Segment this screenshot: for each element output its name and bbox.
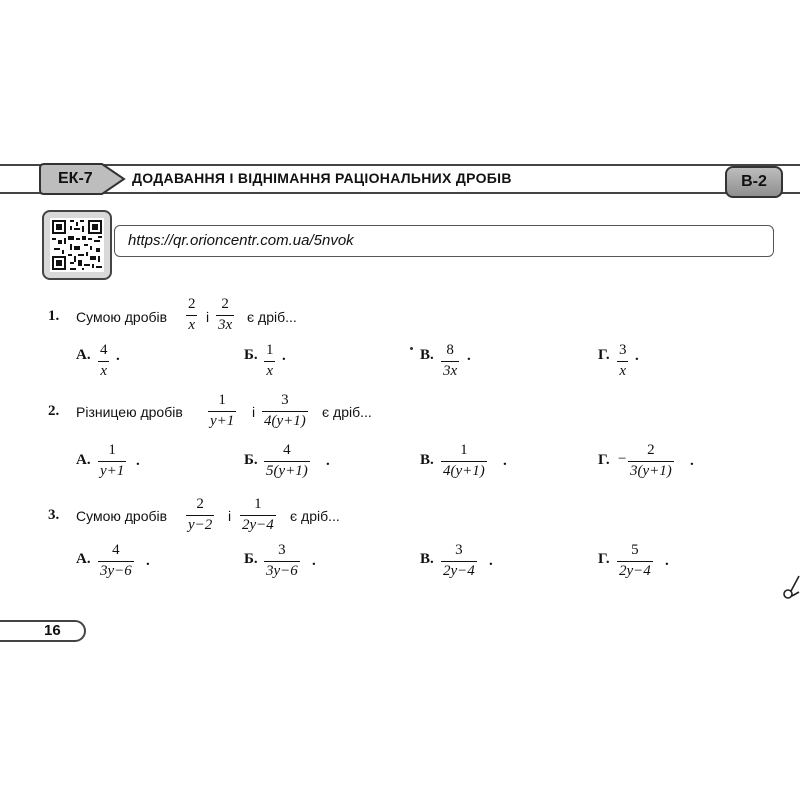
task-1-number: 1. xyxy=(48,308,60,324)
task-2-option-c-period: . xyxy=(503,453,507,469)
scissors-icon xyxy=(782,572,800,602)
task-3-option-b-period: . xyxy=(312,553,316,569)
task-2-suffix: є дріб... xyxy=(322,404,372,420)
task-3-option-d-period: . xyxy=(665,553,669,569)
task-3-fraction-b: $\frac{1}{2y-4}$ xyxy=(242,496,274,533)
task-1-suffix: є дріб... xyxy=(247,309,297,325)
task-1-option-d-period: . xyxy=(635,348,639,364)
task-1-option-d-letter: Г. xyxy=(598,347,610,363)
task-3-option-b-letter: Б. xyxy=(244,551,258,567)
stray-mark xyxy=(410,347,413,350)
task-1-option-a-letter: А. xyxy=(76,347,91,363)
task-2-option-d[interactable]: $\frac{2}{3(y+1)}$ xyxy=(630,442,672,479)
task-3-option-a[interactable]: $\frac{4}{3y-6}$ xyxy=(100,542,132,579)
task-2-option-c[interactable]: $\frac{1}{4(y+1)}$ xyxy=(443,442,485,479)
task-3-option-c-letter: В. xyxy=(420,551,434,567)
task-1-option-b-period: . xyxy=(282,348,286,364)
task-1-option-b-letter: Б. xyxy=(244,347,258,363)
task-1-fraction-a: $\frac{2}{x}$ xyxy=(188,296,196,333)
task-3-option-d[interactable]: $\frac{5}{2y-4}$ xyxy=(619,542,651,579)
variant-badge: В-2 xyxy=(725,166,783,198)
task-3-option-c[interactable]: $\frac{3}{2y-4}$ xyxy=(443,542,475,579)
task-2-option-b[interactable]: $\frac{4}{5(y+1)}$ xyxy=(266,442,308,479)
task-1-fraction-b: $\frac{2}{3x}$ xyxy=(218,296,233,333)
task-2-option-a-letter: А. xyxy=(76,452,91,468)
footer-page-tab xyxy=(0,620,86,642)
task-2-number: 2. xyxy=(48,403,60,419)
task-2-option-b-letter: Б. xyxy=(244,452,258,468)
task-1-option-a-period: . xyxy=(116,348,120,364)
task-2-option-d-sign: − xyxy=(618,451,627,467)
task-3-number: 3. xyxy=(48,507,60,523)
task-3-suffix: є дріб... xyxy=(290,508,340,524)
task-1-option-c[interactable]: $\frac{8}{3x}$ xyxy=(443,342,458,379)
task-2-conjunction: і xyxy=(252,404,256,420)
task-1-option-d[interactable]: $\frac{3}{x}$ xyxy=(619,342,627,379)
page-number: 16 xyxy=(44,622,61,639)
task-2-prompt: Різницею дробів xyxy=(76,404,183,420)
task-2-option-d-period: . xyxy=(690,453,694,469)
task-3-option-c-period: . xyxy=(489,553,493,569)
section-code: ЕК-7 xyxy=(58,170,93,187)
task-2-option-a-period: . xyxy=(136,453,140,469)
task-2-option-b-period: . xyxy=(326,453,330,469)
task-2-fraction-b: $\frac{3}{4(y+1)}$ xyxy=(264,392,306,429)
task-1-option-a[interactable]: $\frac{4}{x}$ xyxy=(100,342,108,379)
task-1-option-c-letter: В. xyxy=(420,347,434,363)
task-1-prompt: Сумою дробів xyxy=(76,309,168,325)
task-1-option-b[interactable]: $\frac{1}{x}$ xyxy=(266,342,274,379)
task-3-fraction-a: $\frac{2}{y-2}$ xyxy=(188,496,213,533)
task-2-option-c-letter: В. xyxy=(420,452,434,468)
qr-code-icon[interactable] xyxy=(50,218,104,272)
task-3-option-b[interactable]: $\frac{3}{3y-6}$ xyxy=(266,542,298,579)
page-title: ДОДАВАННЯ І ВІДНІМАННЯ РАЦІОНАЛЬНИХ ДРОБІВ xyxy=(132,170,512,186)
task-2-fraction-a: $\frac{1}{y+1}$ xyxy=(210,392,235,429)
qr-link-url[interactable]: https://qr.orioncentr.com.ua/5nvok xyxy=(128,232,354,249)
task-3-option-a-period: . xyxy=(146,553,150,569)
task-3-option-d-letter: Г. xyxy=(598,551,610,567)
task-3-prompt: Сумою дробів xyxy=(76,508,168,524)
task-1-conjunction: і xyxy=(206,309,210,325)
task-3-conjunction: і xyxy=(228,508,232,524)
task-2-option-a[interactable]: $\frac{1}{y+1}$ xyxy=(100,442,125,479)
task-2-option-d-letter: Г. xyxy=(598,452,610,468)
task-3-option-a-letter: А. xyxy=(76,551,91,567)
task-1-option-c-period: . xyxy=(467,348,471,364)
